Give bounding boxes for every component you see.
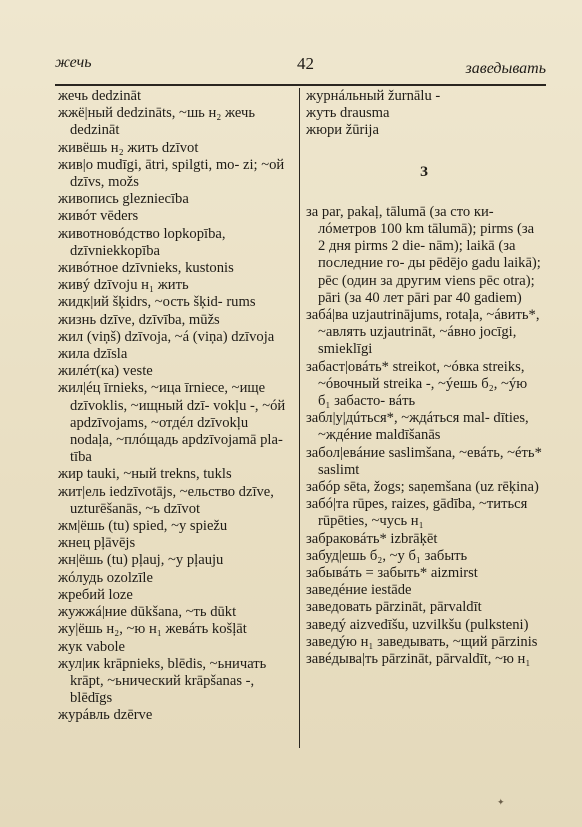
entry: жóлудь ozolzīle (58, 569, 153, 586)
entry: жнец pļāvējs (58, 535, 136, 552)
entry: живý dzīvoju н₁ жить (58, 277, 189, 294)
entry: забл|у|дúться*, ~ждáться mal- dīties, ~ждéние maldīšanās (306, 410, 529, 444)
entry: жил|éц īrnieks, ~ица īrniece, ~ище dzīvoklis, ~ищный dzī- vokļu -, ~óй apdzīvojams, ~отдéл dzīvokļu nodaļa, ~плóщадь apdzīvojamā pla- tība (58, 380, 286, 466)
entry: жир tauki, ~ный trekns, tukls (58, 466, 232, 483)
entry: заведý aizvedīšu, uzvilkšu (pulksteni) (306, 616, 529, 633)
section-letter-heading: З (420, 163, 428, 180)
footer-mark: ✦ (497, 797, 505, 807)
entry: жужжá|ние dūkšana, ~ть dūkt (58, 604, 237, 621)
entry: забраковáть* izbrāķēt (306, 530, 438, 547)
entry: жу|ёшь н₂, ~ю н₁ жевáть košļāt (58, 621, 247, 638)
entry: забывáть = забыть* aizmirst (306, 565, 478, 582)
entry: забó|та rūpes, raizes, gādība, ~титься rūpēties, ~чусь н₁ (306, 496, 528, 530)
entry: жюри žūrija (306, 122, 379, 139)
entry: журáвль dzērve (58, 707, 153, 724)
entry: заведéние iestāde (306, 582, 412, 599)
header-left-guide-word: жечь (55, 54, 92, 71)
entry: забаст|овáть* streikot, ~óвка streiks, ~óвочный streika -, ~ýешь б₂, ~ýю б₁ забасто- вáть (306, 358, 528, 410)
entry: забол|евáние saslimšana, ~евáть, ~éть* saslimt (306, 444, 542, 478)
entry: жечь dedzināt (58, 88, 142, 104)
entry: жив|о mudīgi, ātri, spilgti, mo- zi; ~ой dzīvs, možs (58, 156, 285, 191)
entry: живóт vēders (58, 208, 139, 225)
entry: жила dzīsla (58, 346, 128, 363)
column-divider (299, 88, 300, 748)
entry: живёшь н₂ жить dzīvot (58, 139, 199, 156)
entry: жилéт(ка) veste (58, 363, 153, 380)
entry: забуд|ешь б₂, ~у б₁ забыть (306, 547, 468, 564)
entry: заведовать pārzināt, pārvaldīt (306, 599, 482, 616)
entry: журнáльный žurnālu - (306, 88, 441, 104)
entry: жизнь dzīve, dzīvība, mūžs (58, 311, 220, 328)
entry: жуть drausma (306, 105, 390, 122)
header-rule (55, 84, 546, 86)
entry: забá|ва uzjautrinājums, rotaļa, ~áвить*, ~авлять uzjautrināt, ~áвно jocīgi, smieklīgi (306, 307, 540, 358)
entry: жит|ель iedzīvotājs, ~ельство dzīve, uzturēšanās, ~ь dzīvot (58, 483, 274, 517)
entry: за par, pakaļ, tālumā (за сто ки- лóметров 100 km tālumā); pirms (за 2 дня pirms 2 die- nām); laikā (за последние го- ды pēdējo gadu laikā); pēc (один за другим viens pēc otra); pāri (за 40 лет pāri par 40 gadiem) (306, 203, 541, 306)
entry: жидк|ий šķidrs, ~ость šķid- rums (58, 294, 256, 311)
entry: животновóдство lopkopība, dzīvniekkopība (58, 225, 226, 259)
entry: жук vabole (58, 638, 126, 655)
entry: живопись glezniecība (58, 191, 189, 208)
entry: жжё|ный dedzināts, ~шь н₂ жечь dedzināt (58, 105, 256, 139)
page-number: 42 (297, 54, 314, 73)
entry: забóр sēta, žogs; saņemšana (uz rēķina) (306, 479, 539, 496)
page-header (55, 48, 546, 82)
entry: жм|ёшь (tu) spied, ~у spiežu (58, 518, 228, 535)
entry: жил (viņš) dzīvoja, ~á (viņa) dzīvoja (58, 328, 275, 345)
entry: живóтное dzīvnieks, kustonis (58, 260, 234, 277)
entry: заведýю н₁ заведывать, ~щий pārzinis (306, 633, 538, 650)
right-column (306, 88, 542, 668)
header-right-guide-word: заведывать (465, 60, 546, 77)
left-column (58, 88, 292, 725)
entry: жн|ёшь (tu) pļauj, ~у pļauju (58, 552, 224, 569)
entry: жребий loze (58, 586, 133, 603)
entry: завéдыва|ть pārzināt, pārvaldīt, ~ю н₁ (306, 651, 531, 668)
entry: жул|ик krāpnieks, blēdis, ~ьничать krāpt, ~ьнический krāpšanas -, blēdīgs (58, 655, 267, 707)
